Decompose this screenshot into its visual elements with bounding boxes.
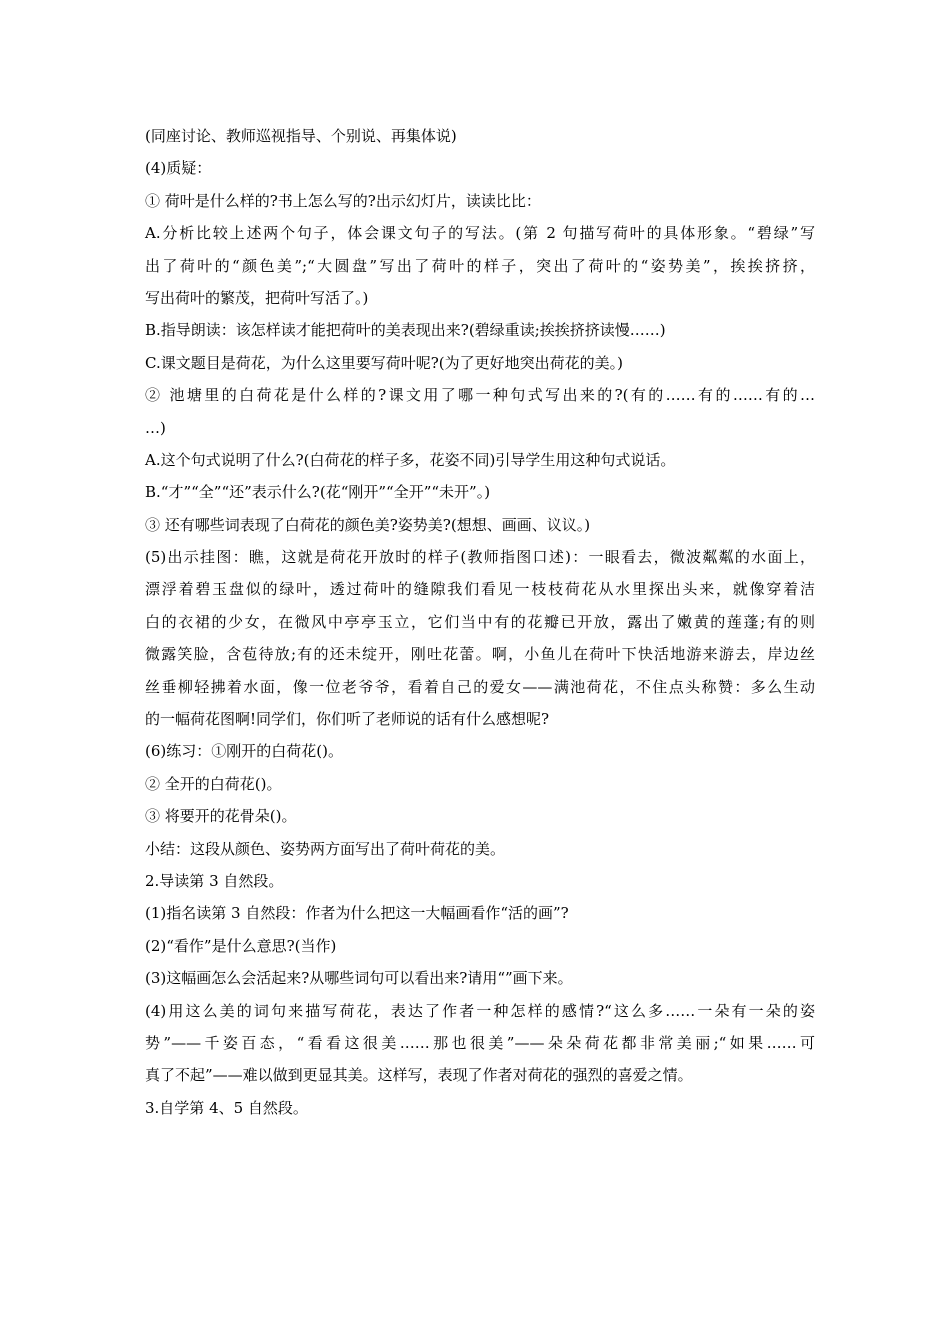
- text-line: (3)这幅画怎么会活起来?从哪些词句可以看出来?请用“”画下来。: [145, 969, 573, 988]
- text-line: (2)“看作”是什么意思?(当作): [145, 936, 337, 955]
- text-line: 出了荷叶的“颜色美”;“大圆盘”写出了荷叶的样子，突出了荷叶的“姿势美”，挨挨挤挤，: [145, 256, 815, 275]
- text-line: ③ 还有哪些词表现了白荷花的颜色美?姿势美?(想想、画画、议议。): [145, 515, 591, 534]
- text-line: 丝垂柳轻拂着水面，像一位老爷爷，看着自己的爱女——满池荷花，不住点头称赞：多么生动: [145, 677, 815, 696]
- text-line: (4)质疑：: [145, 159, 212, 178]
- document-body: [145, 120, 815, 1124]
- text-line: C.课文题目是荷花，为什么这里要写荷叶呢?(为了更好地突出荷花的美。): [145, 353, 623, 372]
- text-line: 微露笑脸，含苞待放;有的还未绽开，刚吐花蕾。啊，小鱼儿在荷叶下快活地游来游去，岸边丝: [145, 645, 815, 664]
- text-line: 势”——千姿百态，“看看这很美……那也很美”——朵朵荷花都非常美丽;“如果……可: [145, 1033, 815, 1052]
- text-line: A.分析比较上述两个句子，体会课文句子的写法。(第 2 句描写荷叶的具体形象。“碧绿”写: [145, 224, 815, 243]
- text-line: 2.导读第 3 自然段。: [145, 871, 284, 890]
- text-line: ③ 将要开的花骨朵()。: [145, 807, 297, 826]
- text-line: (5)出示挂图：瞧，这就是荷花开放时的样子(教师指图口述)：一眼看去，微波粼粼的水面上，: [145, 548, 815, 567]
- text-line: (6)练习：①刚开的白荷花()。: [145, 742, 343, 761]
- text-line: ② 全开的白荷花()。: [145, 774, 282, 793]
- text-line: (4)用这么美的词句来描写荷花，表达了作者一种怎样的感情?“这么多……一朵有一朵的姿: [145, 1001, 815, 1020]
- text-line: B.“才”“全”“还”表示什么?(花“刚开”“全开”“未开”。): [145, 483, 491, 502]
- text-line: 真了不起”——难以做到更显其美。这样写，表现了作者对荷花的强烈的喜爱之情。: [145, 1066, 693, 1085]
- text-line: 的一幅荷花图啊!同学们，你们听了老师说的话有什么感想呢?: [145, 710, 550, 729]
- text-line: 白的衣裙的少女，在微风中亭亭玉立，它们当中有的花瓣已开放，露出了嫩黄的莲蓬;有的则: [145, 612, 815, 631]
- text-line: A.这个句式说明了什么?(白荷花的样子多，花姿不同)引导学生用这种句式说话。: [145, 450, 676, 469]
- text-line: ② 池塘里的白荷花是什么样的?课文用了哪一种句式写出来的?(有的……有的……有的…: [145, 386, 815, 405]
- text-line: (同座讨论、教师巡视指导、个别说、再集体说): [145, 127, 457, 145]
- text-line: (1)指名读第 3 自然段：作者为什么把这一大幅画看作“活的画”?: [145, 904, 569, 923]
- text-line: B.指导朗读：该怎样读才能把荷叶的美表现出来?(碧绿重读;挨挨挤挤读慢……): [145, 321, 666, 340]
- text-line: 小结：这段从颜色、姿势两方面写出了荷叶荷花的美。: [145, 839, 506, 858]
- text-line: …): [145, 418, 166, 437]
- text-line: 3.自学第 4、5 自然段。: [145, 1098, 308, 1117]
- text-line: 漂浮着碧玉盘似的绿叶，透过荷叶的缝隙我们看见一枝枝荷花从水里探出头来，就像穿着洁: [145, 580, 815, 599]
- text-line: ① 荷叶是什么样的?书上怎么写的?出示幻灯片，读读比比：: [145, 191, 541, 210]
- text-line: 写出荷叶的繁茂，把荷叶写活了。): [145, 288, 369, 307]
